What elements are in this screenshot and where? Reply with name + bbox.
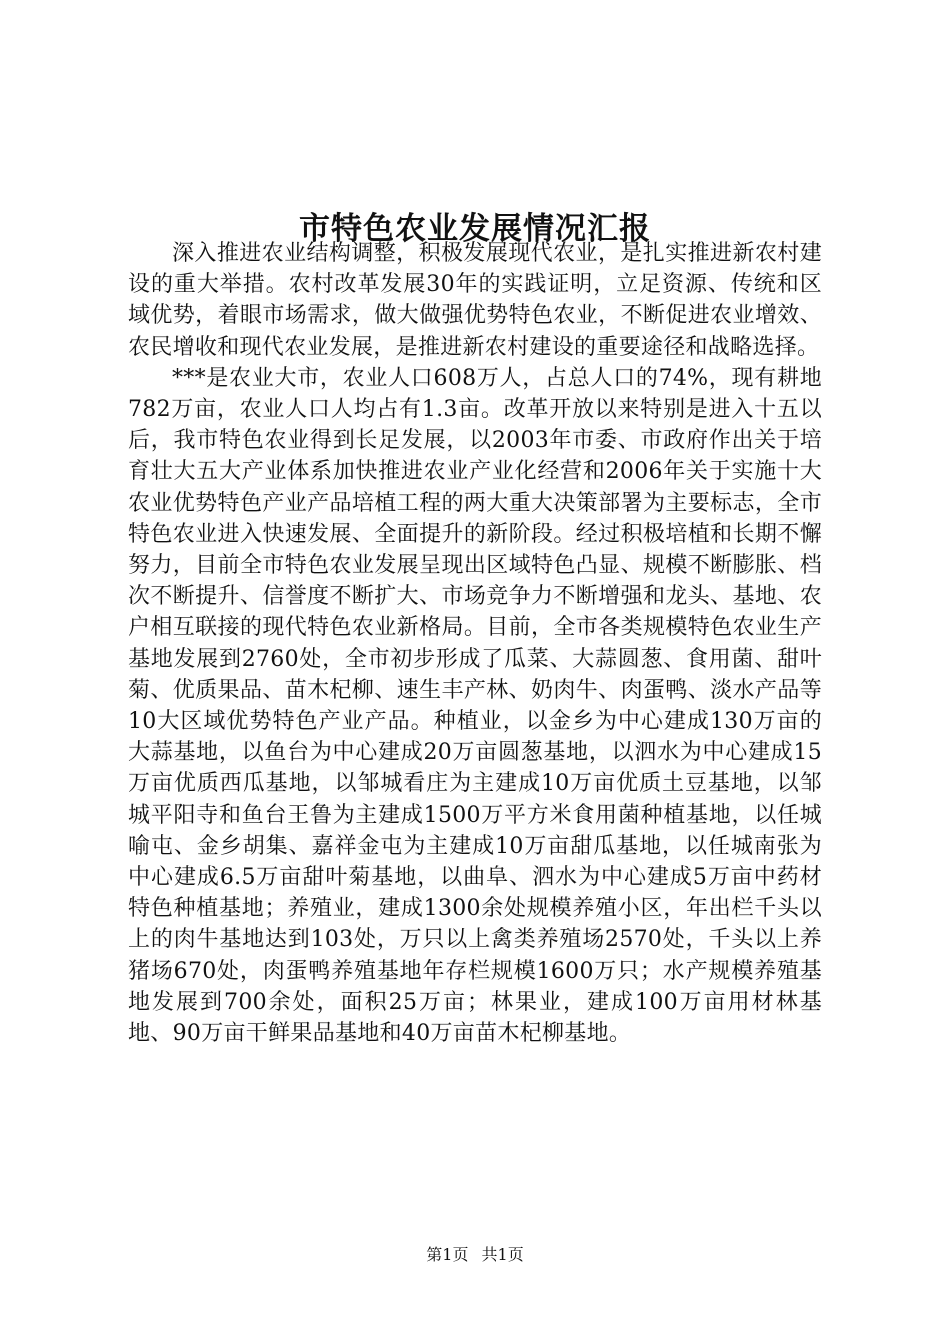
document-title: 市特色农业发展情况汇报 [299,210,651,247]
page-number-total: 共1页 [481,1245,524,1264]
paragraph-overview: ***是农业大市，农业人口608万人，占总人口的74%，现有耕地782万亩，农业人口人均占有1.3亩。改革开放以来特别是进入十五以后，我市特色农业得到长足发展，以2003年市委、市政府作出关于培育壮大五大产业体系加快推进农业产业化经营和2006年关于实施十大农业优势特色产业产品培植工程的两大重大决策部署为主要标志，全市特色农业进入快速发展、全面提升的新阶段。经过积极培植和长期不懈努力，目前全市特色农业发展呈现出区域特色凸显、规模不断膨胀、档次不断提升、信誉度不断扩大、市场竞争力不断增强和龙头、基地、农户相互联接的现代特色农业新格局。目前，全市各类规模特色农业生产基地发展到2760处，全市初步形成了瓜菜、大蒜圆葱、食用菌、甜叶菊、优质果品、苗木杞柳、速生丰产林、奶肉牛、肉蛋鸭、淡水产品等10大区域优势特色产业产品。种植业，以金乡为中心建成130万亩的大蒜基地，以鱼台为中心建成20万亩圆葱基地，以泗水为中心建成15万亩优质西瓜基地，以邹城看庄为主建成10万亩优质土豆基地，以邹城平阳寺和鱼台王鲁为主建成1500万平方米食用菌种植基地，以任城喻屯、金乡胡集、嘉祥金屯为主建成10万亩甜瓜基地，以任城南张为中心建成6.5万亩甜叶菊基地，以曲阜、泗水为中心建成5万亩中药材特色种植基地；养殖业，建成1300余处规模养殖小区，年出栏千头以上的肉牛基地达到103处，万只以上禽类养殖场2570处，千头以上养猪场670处，肉蛋鸭养殖基地年存栏规模1600万只；水产规模养殖基地发展到700余处，面积25万亩；林果业，建成100万亩用材林基地、90万亩干鲜果品基地和40万亩苗木杞柳基地。 [128,365,822,1047]
paragraph-intro: 深入推进农业结构调整，积极发展现代农业，是扎实推进新农村建设的重大举措。农村改革发展30年的实践证明，立足资源、传统和区域优势，着眼市场需求，做大做强优势特色农业，不断促进农业增效、农民增收和现代农业发展，是推进新农村建设的重要途径和战略选择。 [128,241,822,360]
page-footer [0,1244,950,1266]
document-body [128,238,822,1049]
page-number-current: 第1页 [426,1245,469,1264]
